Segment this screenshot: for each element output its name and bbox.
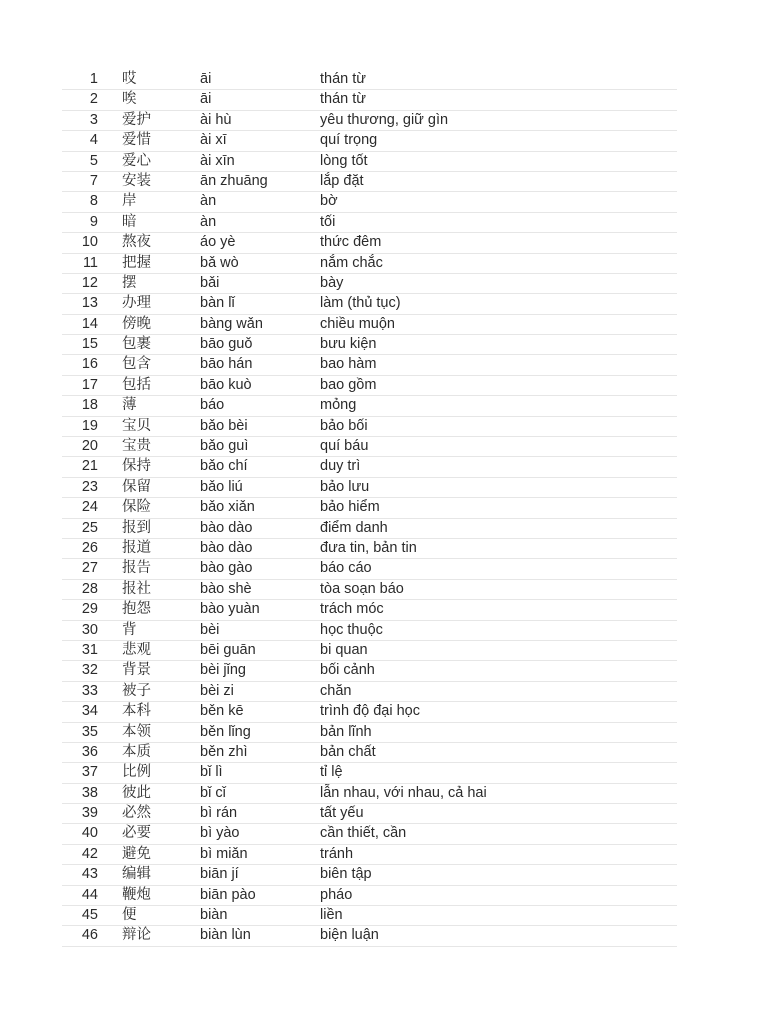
vietnamese-meaning: bản lĩnh [320,723,372,740]
pinyin: ān zhuāng [200,172,268,189]
pinyin: bǐ lì [200,764,223,781]
pinyin: bì miǎn [200,845,248,862]
vocab-row [62,845,677,865]
pinyin: àn [200,193,217,210]
row-number: 31 [81,641,98,658]
chinese-word: 宝贵 [122,438,151,455]
vietnamese-meaning: thán từ [320,91,366,108]
vietnamese-meaning: tỉ lệ [320,764,343,781]
vocab-row [62,478,677,498]
pinyin: bēi guān [200,641,256,658]
row-number: 12 [81,274,98,291]
vocab-row [62,70,677,90]
vietnamese-meaning: chiều muộn [320,315,395,332]
chinese-word: 保险 [122,499,151,516]
vocab-row [62,621,677,641]
chinese-word: 傍晚 [122,315,151,332]
vocab-row [62,865,677,885]
chinese-word: 摆 [122,274,137,291]
pinyin: bāo hán [200,356,253,373]
chinese-word: 包括 [122,376,151,393]
pinyin: ài hù [200,111,232,128]
chinese-word: 爱心 [122,152,151,169]
vocab-row [62,213,677,233]
vocab-row [62,294,677,314]
vocab-row [62,437,677,457]
pinyin: biàn [200,907,228,924]
pinyin: bèi [200,621,220,638]
vietnamese-meaning: biên tập [320,866,372,883]
chinese-word: 宝贝 [122,417,151,434]
vietnamese-meaning: tối [320,213,336,230]
pinyin: báo [200,397,225,414]
vietnamese-meaning: điểm danh [320,519,388,536]
vietnamese-meaning: làm (thủ tục) [320,295,401,312]
vietnamese-meaning: bối cảnh [320,662,375,679]
vietnamese-meaning: tòa soạn báo [320,580,404,597]
vietnamese-meaning: biện luận [320,927,379,944]
row-number: 26 [81,539,98,556]
row-number: 13 [81,295,98,312]
vocabulary-table [62,70,677,947]
vocab-row [62,600,677,620]
vietnamese-meaning: bảo bối [320,417,368,434]
pinyin: bǎo bèi [200,417,248,434]
row-number: 37 [81,764,98,781]
vocab-row [62,682,677,702]
pinyin: biān pào [200,886,256,903]
vocab-row [62,804,677,824]
row-number: 46 [81,927,98,944]
pinyin: ài xī [200,132,227,149]
vocab-row [62,233,677,253]
vietnamese-meaning: đưa tin, bản tin [320,539,417,556]
row-number: 2 [89,91,98,108]
vocab-row [62,519,677,539]
chinese-word: 辩论 [122,927,151,944]
chinese-word: 保持 [122,458,151,475]
chinese-word: 薄 [122,397,137,414]
vocab-row [62,335,677,355]
vocab-row [62,926,677,946]
vocab-row [62,723,677,743]
pinyin: bǎo liú [200,478,243,495]
chinese-word: 被子 [122,682,151,699]
pinyin: bǎo xiǎn [200,499,255,516]
chinese-word: 爱惜 [122,132,151,149]
row-number: 21 [81,458,98,475]
row-number: 30 [81,621,98,638]
row-number: 5 [89,152,98,169]
chinese-word: 包含 [122,356,151,373]
pinyin: bèi zi [200,682,234,699]
chinese-word: 暗 [122,213,137,230]
vocab-row [62,315,677,335]
vietnamese-meaning: thức đêm [320,234,382,251]
row-number: 29 [81,601,98,618]
vietnamese-meaning: bao hàm [320,356,377,373]
vietnamese-meaning: bày [320,274,344,291]
chinese-word: 报到 [122,519,151,536]
vietnamese-meaning: tất yếu [320,805,364,822]
vocab-row [62,396,677,416]
vietnamese-meaning: yêu thương, giữ gìn [320,111,449,128]
chinese-word: 报社 [122,580,151,597]
vietnamese-meaning: bi quan [320,641,368,658]
vocab-row [62,254,677,274]
row-number: 28 [81,580,98,597]
row-number: 18 [81,397,98,414]
vocab-row [62,192,677,212]
vocab-row [62,763,677,783]
row-number: 27 [81,560,98,577]
vietnamese-meaning: pháo [320,886,353,903]
vietnamese-meaning: quí trọng [320,132,378,149]
pinyin: bèi jǐng [200,662,246,679]
row-number: 24 [81,499,98,516]
vocab-row [62,90,677,110]
vietnamese-meaning: bưu kiện [320,336,377,353]
vietnamese-meaning: bản chất [320,743,376,760]
vocab-row [62,355,677,375]
pinyin: bǎ wò [200,254,239,271]
row-number: 8 [89,193,98,210]
pinyin: bào gào [200,560,253,577]
vocab-row [62,131,677,151]
row-number: 10 [81,234,98,251]
pinyin: bào dào [200,539,253,556]
row-number: 35 [81,723,98,740]
pinyin: bàng wǎn [200,315,263,332]
chinese-word: 安装 [122,172,151,189]
pinyin: bāo guǒ [200,336,253,353]
pinyin: āi [200,91,212,108]
row-number: 16 [81,356,98,373]
vocab-row [62,498,677,518]
vietnamese-meaning: báo cáo [320,560,372,577]
row-number: 36 [81,743,98,760]
chinese-word: 本科 [122,703,151,720]
vietnamese-meaning: lắp đặt [320,172,364,189]
row-number: 33 [81,682,98,699]
vietnamese-meaning: lòng tốt [320,152,368,169]
pinyin: bào dào [200,519,253,536]
chinese-word: 熬夜 [122,234,151,251]
row-number: 32 [81,662,98,679]
row-number: 14 [81,315,98,332]
vietnamese-meaning: nắm chắc [320,254,383,271]
chinese-word: 背景 [122,662,151,679]
vocab-row [62,702,677,722]
chinese-word: 本领 [122,723,151,740]
chinese-word: 爱护 [122,111,151,128]
pinyin: bào shè [200,580,252,597]
chinese-word: 便 [122,907,137,924]
row-number: 1 [89,71,98,87]
pinyin: ài xīn [200,152,235,169]
chinese-word: 办理 [122,295,151,312]
vietnamese-meaning: thán từ [320,71,366,87]
row-number: 11 [82,254,98,271]
pinyin: bì rán [200,805,238,822]
row-number: 4 [89,132,98,149]
vocab-row [62,743,677,763]
vocab-row [62,172,677,192]
vietnamese-meaning: bảo hiểm [320,499,380,516]
pinyin: āi [200,71,212,87]
vietnamese-meaning: liền [320,907,343,924]
pinyin: bǐ cǐ [200,784,226,801]
vocab-row [62,559,677,579]
pinyin: áo yè [200,234,236,251]
chinese-word: 悲观 [122,641,151,658]
chinese-word: 保留 [122,478,151,495]
chinese-word: 比例 [122,764,151,781]
chinese-word: 岸 [122,193,137,210]
row-number: 17 [81,376,98,393]
row-number: 34 [81,703,98,720]
chinese-word: 抱怨 [122,601,151,618]
row-number: 3 [89,111,98,128]
pinyin: bǎo guì [200,438,249,455]
vocab-row [62,641,677,661]
chinese-word: 报告 [122,560,151,577]
pinyin: běn kē [200,703,244,720]
row-number: 39 [81,805,98,822]
vocab-row [62,376,677,396]
vietnamese-meaning: bảo lưu [320,478,370,495]
vietnamese-meaning: cần thiết, cần [320,825,407,842]
vocab-row [62,274,677,294]
vietnamese-meaning: lẫn nhau, với nhau, cả hai [320,784,487,801]
chinese-word: 包裹 [122,336,151,353]
vocab-row [62,886,677,906]
vietnamese-meaning: trình độ đại học [320,703,420,720]
vocab-row [62,580,677,600]
vietnamese-meaning: trách móc [320,601,384,618]
chinese-word: 鞭炮 [122,886,151,903]
vietnamese-meaning: học thuộc [320,621,383,638]
chinese-word: 必要 [122,825,151,842]
chinese-word: 报道 [122,539,151,556]
vocab-row [62,661,677,681]
pinyin: běn lǐng [200,723,251,740]
vocab-row [62,417,677,437]
vietnamese-meaning: mỏng [320,397,357,414]
chinese-word: 本质 [122,743,151,760]
chinese-word: 哎 [122,71,137,87]
pinyin: bǎo chí [200,458,248,475]
vocab-row [62,457,677,477]
vietnamese-meaning: bao gồm [320,376,377,393]
row-number: 38 [81,784,98,801]
vietnamese-meaning: tránh [320,845,354,862]
row-number: 20 [81,438,98,455]
pinyin: biān jí [200,866,239,883]
row-number: 44 [81,886,98,903]
vietnamese-meaning: bờ [320,193,338,210]
vocab-row [62,152,677,172]
vocab-row [62,111,677,131]
chinese-word: 编辑 [122,866,151,883]
row-number: 40 [81,825,98,842]
chinese-word: 必然 [122,805,151,822]
row-number: 25 [81,519,98,536]
row-number: 42 [81,845,98,862]
vocab-row [62,824,677,844]
row-number: 19 [81,417,98,434]
pinyin: biàn lùn [200,927,251,944]
chinese-word: 唉 [122,91,137,108]
chinese-word: 彼此 [122,784,151,801]
row-number: 45 [81,907,98,924]
pinyin: bāo kuò [200,376,252,393]
row-number: 23 [81,478,98,495]
row-number: 7 [89,172,98,189]
vietnamese-meaning: duy trì [320,458,361,475]
row-number: 15 [81,336,98,353]
pinyin: běn zhì [200,743,248,760]
row-number: 9 [89,213,98,230]
vocab-row [62,906,677,926]
row-number: 43 [81,866,98,883]
vocab-row [62,784,677,804]
chinese-word: 把握 [122,254,151,271]
pinyin: bàn lǐ [200,295,235,312]
vocab-row [62,539,677,559]
pinyin: bǎi [200,274,220,291]
vietnamese-meaning: quí báu [320,438,369,455]
chinese-word: 背 [122,621,137,638]
chinese-word: 避免 [122,845,151,862]
vietnamese-meaning: chăn [320,682,352,699]
pinyin: bì yào [200,825,240,842]
pinyin: àn [200,213,217,230]
pinyin: bào yuàn [200,601,260,618]
